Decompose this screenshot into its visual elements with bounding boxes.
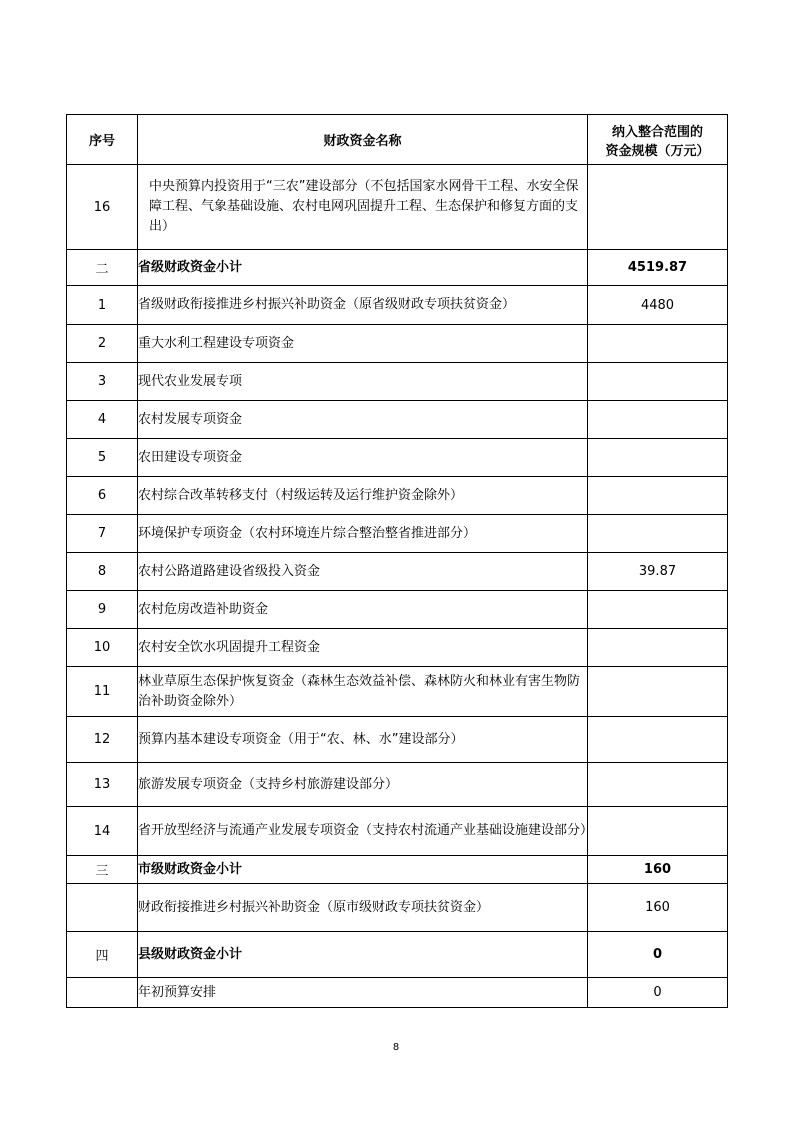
row-name: 重大水利工程建设专项资金 [138,325,588,363]
row-amount [588,717,728,763]
row-amount: 160 [588,884,728,932]
row-amount: 4519.87 [588,250,728,286]
row-amount: 39.87 [588,553,728,591]
row-name: 农田建设专项资金 [138,439,588,477]
table-row [67,401,728,439]
row-seq: 10 [67,629,138,667]
header-amount [588,115,728,165]
row-amount [588,763,728,807]
row-amount [588,591,728,629]
row-seq: 11 [67,667,138,717]
table-row [67,884,728,932]
funds-table [66,114,728,1008]
row-name: 财政衔接推进乡村振兴补助资金（原市级财政专项扶贫资金） [138,884,588,932]
header-seq: 序号 [67,115,138,165]
row-amount [588,165,728,250]
row-name: 省级财政资金小计 [138,250,588,286]
row-name: 环境保护专项资金（农村环境连片综合整治整省推进部分） [138,515,588,553]
table-row [67,763,728,807]
table-row [67,439,728,477]
row-name: 农村发展专项资金 [138,401,588,439]
row-name: 中央预算内投资用于“三农”建设部分（不包括国家水网骨干工程、水安全保障工程、气象基础设施、农村电网巩固提升工程、生态保护和修复方面的支出） [138,165,588,250]
row-amount [588,477,728,515]
row-name: 省级财政衔接推进乡村振兴补助资金（原省级财政专项扶贫资金） [138,286,588,325]
table-row [67,165,728,250]
row-name: 农村公路道路建设省级投入资金 [138,553,588,591]
row-name: 农村综合改革转移支付（村级运转及运行维护资金除外） [138,477,588,515]
row-seq: 13 [67,763,138,807]
row-seq [67,884,138,932]
row-amount [588,807,728,856]
table-row [67,591,728,629]
row-name: 林业草原生态保护恢复资金（森林生态效益补偿、森林防火和林业有害生物防治补助资金除外） [138,667,588,717]
table-header-row [67,115,728,165]
table-row [67,325,728,363]
row-seq: 6 [67,477,138,515]
row-amount [588,439,728,477]
table-row [67,363,728,401]
row-amount [588,629,728,667]
row-seq: 14 [67,807,138,856]
row-amount [588,401,728,439]
row-seq: 16 [67,165,138,250]
row-seq: 二 [67,250,138,286]
row-seq: 5 [67,439,138,477]
table-row [67,286,728,325]
table-row [67,629,728,667]
row-amount [588,325,728,363]
row-seq: 12 [67,717,138,763]
row-name: 农村危房改造补助资金 [138,591,588,629]
header-name: 财政资金名称 [138,115,588,165]
table-row [67,717,728,763]
row-seq [67,978,138,1008]
row-amount [588,363,728,401]
row-seq: 3 [67,363,138,401]
row-seq: 7 [67,515,138,553]
row-seq: 1 [67,286,138,325]
table-row [67,807,728,856]
row-seq: 四 [67,932,138,978]
row-name: 农村安全饮水巩固提升工程资金 [138,629,588,667]
subtotal-row [67,250,728,286]
table-row [67,515,728,553]
row-seq: 9 [67,591,138,629]
row-amount: 160 [588,856,728,884]
row-name: 省开放型经济与流通产业发展专项资金（支持农村流通产业基础设施建设部分） [138,807,588,856]
header-amount-line2: 资金规模（万元） [605,143,710,159]
table-row [67,477,728,515]
row-seq: 2 [67,325,138,363]
header-amount-line1: 纳入整合范围的 [611,124,703,140]
table-row [67,553,728,591]
table-row [67,667,728,717]
row-seq: 8 [67,553,138,591]
row-name: 市级财政资金小计 [138,856,588,884]
row-name: 年初预算安排 [138,978,588,1008]
row-name: 旅游发展专项资金（支持乡村旅游建设部分） [138,763,588,807]
row-amount [588,667,728,717]
row-seq: 三 [67,856,138,884]
row-amount: 4480 [588,286,728,325]
subtotal-row [67,932,728,978]
row-seq: 4 [67,401,138,439]
row-amount [588,515,728,553]
row-name: 县级财政资金小计 [138,932,588,978]
table-row [67,978,728,1008]
row-amount: 0 [588,978,728,1008]
page-number: 8 [392,1042,400,1053]
row-name: 现代农业发展专项 [138,363,588,401]
subtotal-row [67,856,728,884]
row-name: 预算内基本建设专项资金（用于“农、林、水”建设部分） [138,717,588,763]
row-amount: 0 [588,932,728,978]
